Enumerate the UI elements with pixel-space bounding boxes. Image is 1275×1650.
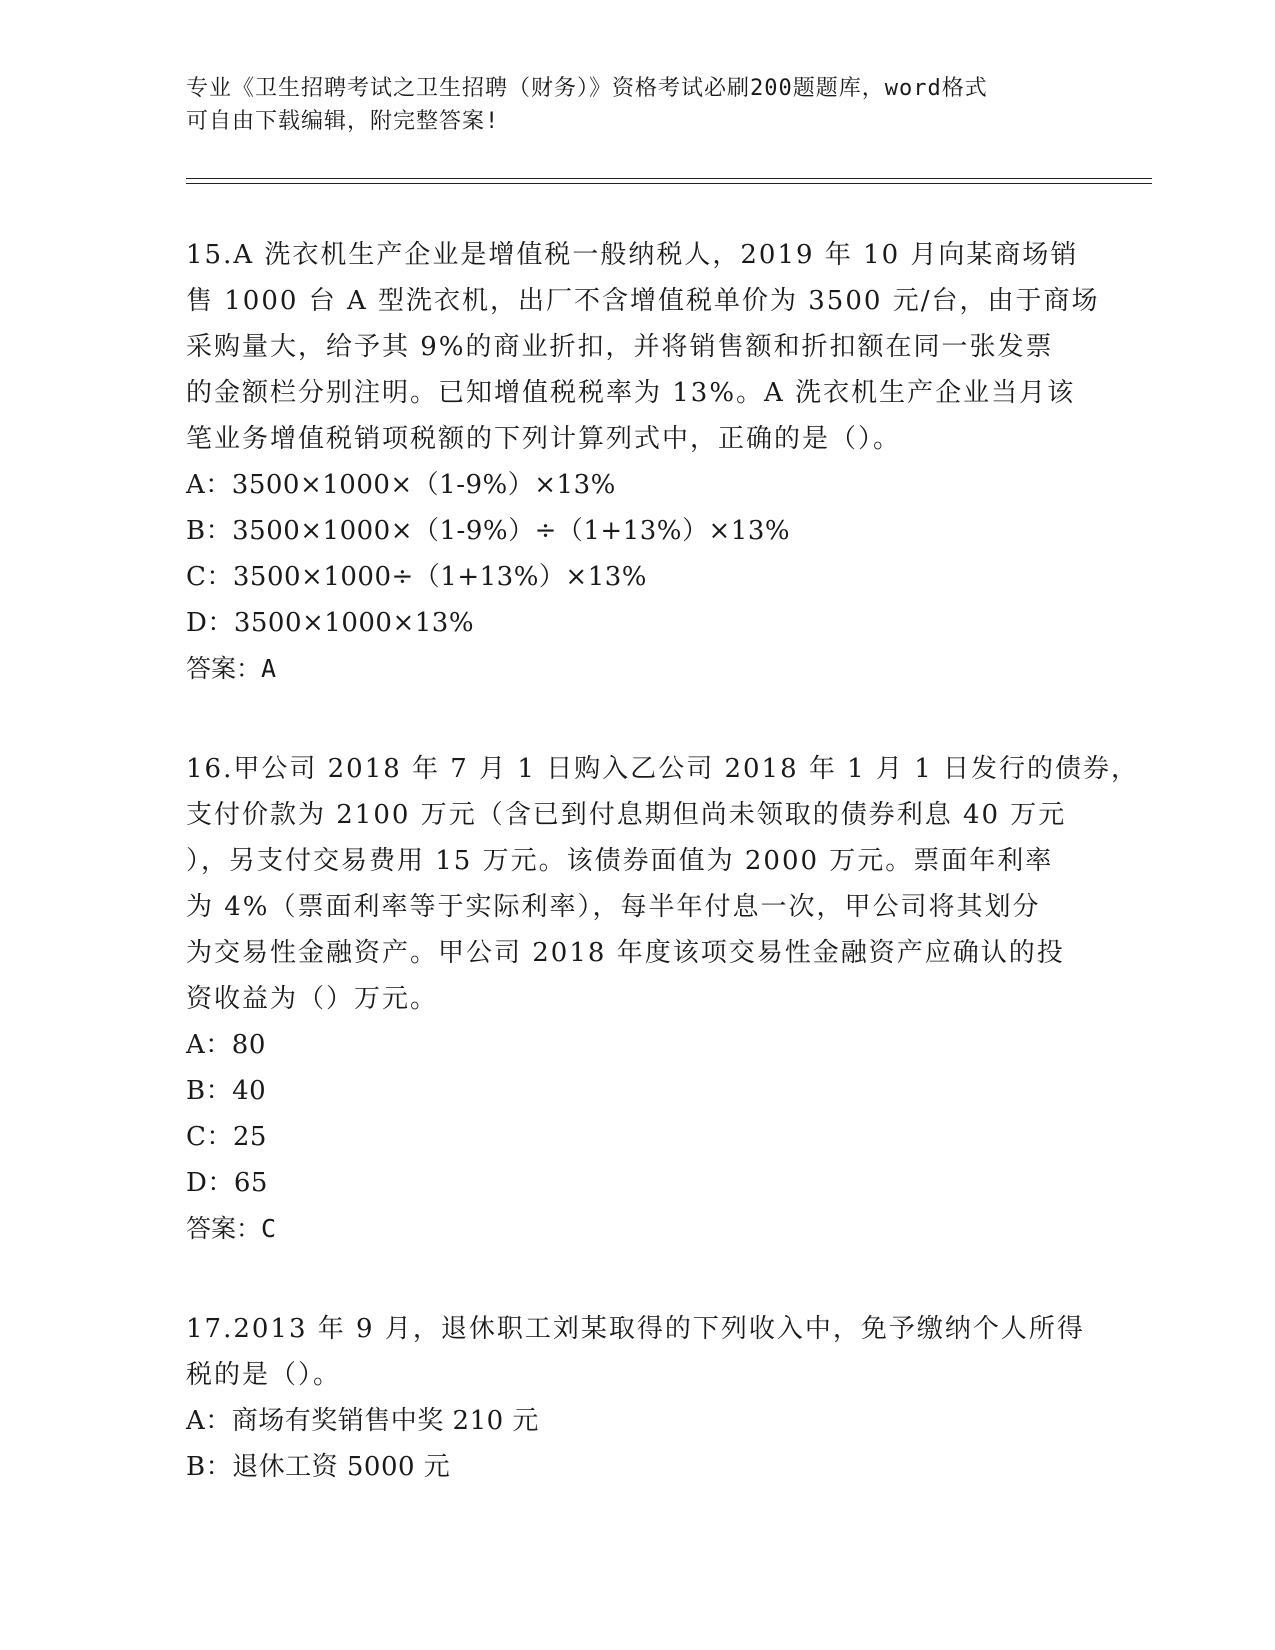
header-title-line-2: 可自由下载编辑，附完整答案! bbox=[186, 109, 500, 134]
question-stem-line: 17.2013 年 9 月，退休职工刘某取得的下列收入中，免予缴纳个人所得 bbox=[186, 1314, 1085, 1344]
question-spacer bbox=[186, 692, 1086, 746]
header-rule-bottom bbox=[186, 183, 1152, 184]
document-header bbox=[186, 72, 1066, 138]
option-d: D：65 bbox=[186, 1168, 268, 1198]
question-stem-line: 税的是（）。 bbox=[186, 1360, 342, 1390]
option-b: B：40 bbox=[186, 1076, 267, 1106]
question-stem-line: 为交易性金融资产。甲公司 2018 年度该项交易性金融资产应确认的投 bbox=[186, 938, 1065, 968]
question-stem-line: 的金额栏分别注明。已知增值税税率为 13%。A 洗衣机生产企业当月该 bbox=[186, 378, 1076, 408]
question-17 bbox=[186, 1306, 1086, 1490]
option-a: A：商场有奖销售中奖 210 元 bbox=[186, 1406, 539, 1436]
question-stem-line: ），另支付交易费用 15 万元。该债券面值为 2000 万元。票面年利率 bbox=[186, 846, 1054, 876]
header-rule-top bbox=[186, 178, 1152, 179]
option-c: C：3500×1000÷（1+13%）×13% bbox=[186, 562, 647, 592]
option-c: C：25 bbox=[186, 1122, 267, 1152]
question-stem-line: 资收益为（）万元。 bbox=[186, 984, 439, 1014]
question-stem-line: 支付价款为 2100 万元（含已到付息期但尚未领取的债券利息 40 万元 bbox=[186, 800, 1067, 830]
question-stem-line: 16.甲公司 2018 年 7 月 1 日购入乙公司 2018 年 1 月 1 日发行的债券， bbox=[186, 754, 1140, 784]
question-stem-line: 笔业务增值税销项税额的下列计算列式中，正确的是（）。 bbox=[186, 424, 902, 454]
question-stem-line: 售 1000 台 A 型洗衣机，出厂不含增值税单价为 3500 元/台，由于商场 bbox=[186, 286, 1100, 316]
answer-label: 答案：C bbox=[186, 1214, 277, 1243]
option-a: A：80 bbox=[186, 1030, 266, 1060]
question-stem-line: 15.A 洗衣机生产企业是增值税一般纳税人，2019 年 10 月向某商场销 bbox=[186, 240, 1079, 270]
question-stem-line: 采购量大，给予其 9%的商业折扣，并将销售额和折扣额在同一张发票 bbox=[186, 332, 1054, 362]
question-stem-line: 为 4%（票面利率等于实际利率），每半年付息一次，甲公司将其划分 bbox=[186, 892, 1041, 922]
option-a: A：3500×1000×（1-9%）×13% bbox=[186, 470, 616, 500]
option-b: B：3500×1000×（1-9%）÷（1+13%）×13% bbox=[186, 516, 791, 546]
question-list bbox=[186, 232, 1140, 1490]
answer-label: 答案：A bbox=[186, 654, 277, 683]
option-b: B：退休工资 5000 元 bbox=[186, 1452, 451, 1482]
option-d: D：3500×1000×13% bbox=[186, 608, 475, 638]
question-15 bbox=[186, 232, 1100, 692]
question-16 bbox=[186, 746, 1140, 1252]
question-spacer bbox=[186, 1252, 1086, 1306]
header-title-line-1: 专业《卫生招聘考试之卫生招聘（财务）》资格考试必刷200题题库，word格式 bbox=[186, 76, 988, 101]
